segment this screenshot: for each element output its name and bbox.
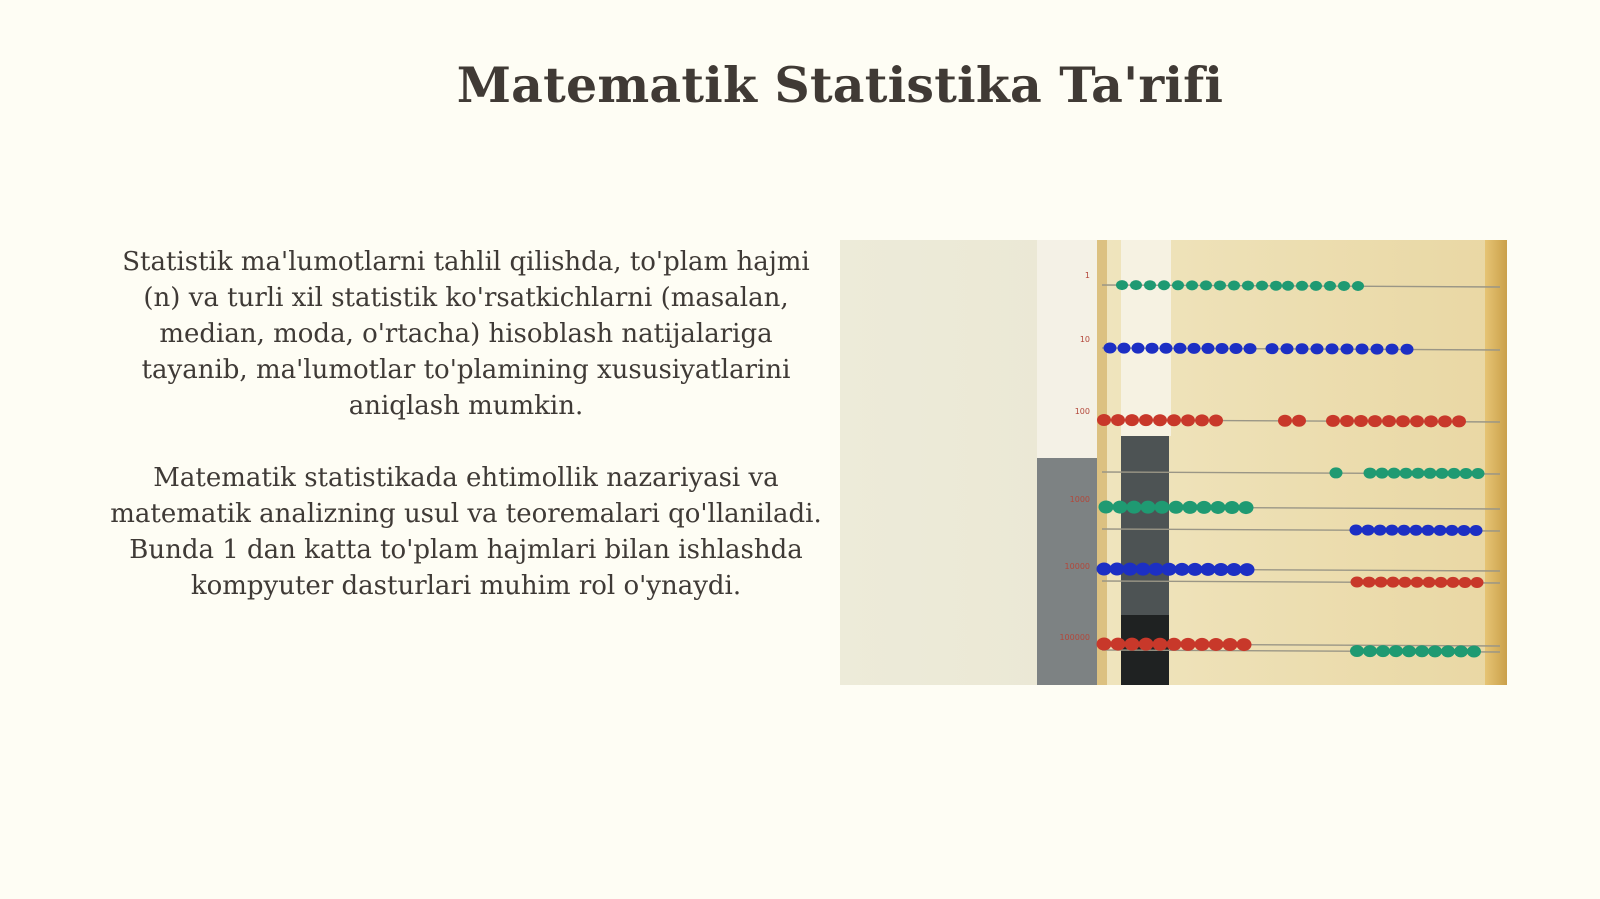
abacus-bead bbox=[1188, 563, 1203, 576]
abacus-bead bbox=[1202, 343, 1215, 354]
abacus-bead bbox=[1097, 638, 1112, 651]
abacus-bead bbox=[1363, 645, 1377, 657]
abacus-bead bbox=[1201, 563, 1216, 576]
rod-label: 10000 bbox=[1064, 562, 1090, 571]
abacus-bead bbox=[1441, 645, 1455, 657]
abacus-bead bbox=[1326, 415, 1340, 427]
abacus-bead bbox=[1446, 525, 1459, 536]
abacus-bead bbox=[1423, 577, 1436, 588]
abacus-bead bbox=[1125, 414, 1139, 426]
abacus-bead bbox=[1172, 280, 1184, 290]
abacus-bead bbox=[1130, 280, 1142, 290]
abacus-bead bbox=[1118, 343, 1131, 354]
abacus-bead bbox=[1097, 414, 1111, 426]
abacus-bead bbox=[1281, 343, 1294, 354]
abacus-photo bbox=[840, 240, 1507, 685]
abacus-bead bbox=[1435, 577, 1448, 588]
abacus-bead bbox=[1256, 281, 1268, 291]
abacus-bead bbox=[1401, 344, 1414, 355]
abacus-bead bbox=[1371, 344, 1384, 355]
abacus-bead bbox=[1472, 468, 1485, 479]
abacus-bead bbox=[1326, 343, 1339, 354]
abacus-bead bbox=[1186, 280, 1198, 290]
abacus-bead bbox=[1296, 343, 1309, 354]
abacus-bead bbox=[1428, 645, 1442, 657]
abacus-bead bbox=[1341, 343, 1354, 354]
abacus-bead bbox=[1387, 577, 1400, 588]
abacus-bead bbox=[1324, 281, 1336, 291]
abacus-bead bbox=[1278, 415, 1292, 427]
abacus-bead bbox=[1209, 414, 1223, 426]
abacus-bead bbox=[1400, 468, 1413, 479]
abacus-bead bbox=[1113, 501, 1128, 514]
abacus-bead bbox=[1470, 525, 1483, 536]
abacus-bead bbox=[1452, 415, 1466, 427]
abacus-bead bbox=[1270, 281, 1282, 291]
abacus-bead bbox=[1230, 343, 1243, 354]
abacus-bead bbox=[1175, 563, 1190, 576]
abacus-bead bbox=[1311, 343, 1324, 354]
abacus-bead bbox=[1195, 638, 1210, 651]
abacus-bead bbox=[1389, 645, 1403, 657]
abacus-bead bbox=[1183, 501, 1198, 514]
abacus-bead bbox=[1424, 468, 1437, 479]
abacus-bead bbox=[1139, 414, 1153, 426]
abacus-bead bbox=[1351, 577, 1364, 588]
right-frame-post bbox=[1485, 240, 1507, 685]
abacus-bead bbox=[1454, 645, 1468, 657]
abacus-bead bbox=[1411, 577, 1424, 588]
abacus-bead bbox=[1244, 343, 1257, 354]
paragraph-2: Matematik statistikada ehtimollik nazariyasi va matematik analizning usul va teoremalari qo'llaniladi. Bunda 1 dan katta to'plam hajmlari bilan ishlashda kompyuter dasturlari muhim rol o'ynaydi. bbox=[110, 463, 822, 601]
abacus-bead bbox=[1216, 343, 1229, 354]
abacus-bead bbox=[1162, 563, 1177, 576]
abacus-bead bbox=[1410, 415, 1424, 427]
abacus-bead bbox=[1228, 281, 1240, 291]
abacus-bead bbox=[1214, 280, 1226, 290]
abacus-bead bbox=[1467, 645, 1481, 657]
abacus-bead bbox=[1139, 638, 1154, 651]
rod-label: 100000 bbox=[1059, 633, 1090, 642]
abacus-bead bbox=[1155, 501, 1170, 514]
abacus-bead bbox=[1237, 638, 1252, 651]
abacus-bead bbox=[1363, 577, 1376, 588]
abacus-bead bbox=[1375, 577, 1388, 588]
abacus-bead bbox=[1362, 525, 1375, 536]
abacus-bead bbox=[1141, 501, 1156, 514]
abacus-bead bbox=[1412, 468, 1425, 479]
abacus-bead bbox=[1386, 525, 1399, 536]
inner-strip-upper bbox=[1121, 240, 1171, 436]
abacus-bead bbox=[1227, 563, 1242, 576]
abacus-bead bbox=[1396, 415, 1410, 427]
abacus-bead bbox=[1125, 638, 1140, 651]
abacus-bead bbox=[1447, 577, 1460, 588]
abacus-bead bbox=[1197, 501, 1212, 514]
abacus-bead bbox=[1438, 415, 1452, 427]
abacus-bead bbox=[1111, 638, 1126, 651]
abacus-bead bbox=[1376, 468, 1389, 479]
rod-label: 1 bbox=[1084, 271, 1090, 280]
abacus-bead bbox=[1153, 414, 1167, 426]
abacus-bead bbox=[1174, 343, 1187, 354]
abacus-bead bbox=[1111, 414, 1125, 426]
abacus-bead bbox=[1209, 638, 1224, 651]
abacus-bead bbox=[1188, 343, 1201, 354]
abacus-bead bbox=[1410, 525, 1423, 536]
body-text bbox=[108, 244, 824, 640]
abacus-bead bbox=[1144, 280, 1156, 290]
left-frame-post bbox=[1097, 240, 1107, 685]
abacus-bead bbox=[1240, 563, 1255, 576]
abacus-bead bbox=[1376, 645, 1390, 657]
abacus-bead bbox=[1402, 645, 1416, 657]
abacus-bead bbox=[1223, 638, 1238, 651]
abacus-bead bbox=[1225, 501, 1240, 514]
abacus-bead bbox=[1448, 468, 1461, 479]
abacus-bead bbox=[1214, 563, 1229, 576]
abacus-bead bbox=[1153, 638, 1168, 651]
abacus-bead bbox=[1364, 468, 1377, 479]
abacus-bead bbox=[1382, 415, 1396, 427]
abacus-bead bbox=[1097, 563, 1112, 576]
abacus-bead bbox=[1099, 501, 1114, 514]
abacus-bead bbox=[1354, 415, 1368, 427]
abacus-bead bbox=[1200, 280, 1212, 290]
abacus-bead bbox=[1167, 638, 1182, 651]
abacus-bead bbox=[1181, 638, 1196, 651]
abacus-bead bbox=[1239, 501, 1254, 514]
rod-label: 100 bbox=[1074, 407, 1090, 416]
abacus-bead bbox=[1350, 525, 1363, 536]
abacus-bead bbox=[1340, 415, 1354, 427]
abacus-bead bbox=[1338, 281, 1350, 291]
abacus-illustration bbox=[840, 240, 1507, 685]
abacus-bead bbox=[1242, 281, 1254, 291]
abacus-bead bbox=[1116, 280, 1128, 290]
abacus-bead bbox=[1127, 501, 1142, 514]
rod-label: 1000 bbox=[1069, 495, 1090, 504]
abacus-bead bbox=[1266, 343, 1279, 354]
abacus-bead bbox=[1386, 344, 1399, 355]
abacus-bead bbox=[1167, 414, 1181, 426]
abacus-bead bbox=[1181, 414, 1195, 426]
abacus-bead bbox=[1424, 415, 1438, 427]
abacus-bead bbox=[1368, 415, 1382, 427]
abacus-bead bbox=[1132, 343, 1145, 354]
label-strip-lower bbox=[1037, 458, 1097, 685]
abacus-bead bbox=[1415, 645, 1429, 657]
abacus-bead bbox=[1471, 577, 1484, 588]
abacus-bead bbox=[1282, 281, 1294, 291]
abacus-bead bbox=[1160, 343, 1173, 354]
abacus-bead bbox=[1459, 577, 1472, 588]
abacus-bead bbox=[1422, 525, 1435, 536]
abacus-bead bbox=[1460, 468, 1473, 479]
abacus-bead bbox=[1169, 501, 1184, 514]
abacus-bead bbox=[1149, 563, 1164, 576]
abacus-bead bbox=[1110, 563, 1125, 576]
abacus-bead bbox=[1296, 281, 1308, 291]
abacus-bead bbox=[1356, 344, 1369, 355]
abacus-bead bbox=[1398, 525, 1411, 536]
abacus-bead bbox=[1399, 577, 1412, 588]
abacus-bead bbox=[1434, 525, 1447, 536]
abacus-bead bbox=[1123, 563, 1138, 576]
abacus-bead bbox=[1104, 343, 1117, 354]
abacus-bead bbox=[1136, 563, 1151, 576]
slide-title: Matematik Statistika Ta'rifi bbox=[456, 56, 1224, 114]
abacus-bead bbox=[1211, 501, 1226, 514]
abacus-bead bbox=[1436, 468, 1449, 479]
abacus-bead bbox=[1292, 415, 1306, 427]
abacus-bead bbox=[1374, 525, 1387, 536]
paragraph-1: Statistik ma'lumotlarni tahlil qilishda, to'plam hajmi (n) va turli xil statistik ko'rsatkichlarni (masalan, median, moda, o'rtacha) hisoblash natijalariga tayanib, ma'lumotlar to'plamining xususiyatlarini aniqlash mumkin. bbox=[122, 247, 810, 421]
abacus-bead bbox=[1388, 468, 1401, 479]
abacus-bead bbox=[1195, 414, 1209, 426]
abacus-bead bbox=[1350, 645, 1364, 657]
abacus-bead bbox=[1352, 281, 1364, 291]
abacus-bead bbox=[1310, 281, 1322, 291]
abacus-bead bbox=[1146, 343, 1159, 354]
abacus-bead bbox=[1330, 467, 1343, 478]
rod-label: 10 bbox=[1079, 335, 1090, 344]
abacus-bead bbox=[1458, 525, 1471, 536]
abacus-bead bbox=[1158, 280, 1170, 290]
